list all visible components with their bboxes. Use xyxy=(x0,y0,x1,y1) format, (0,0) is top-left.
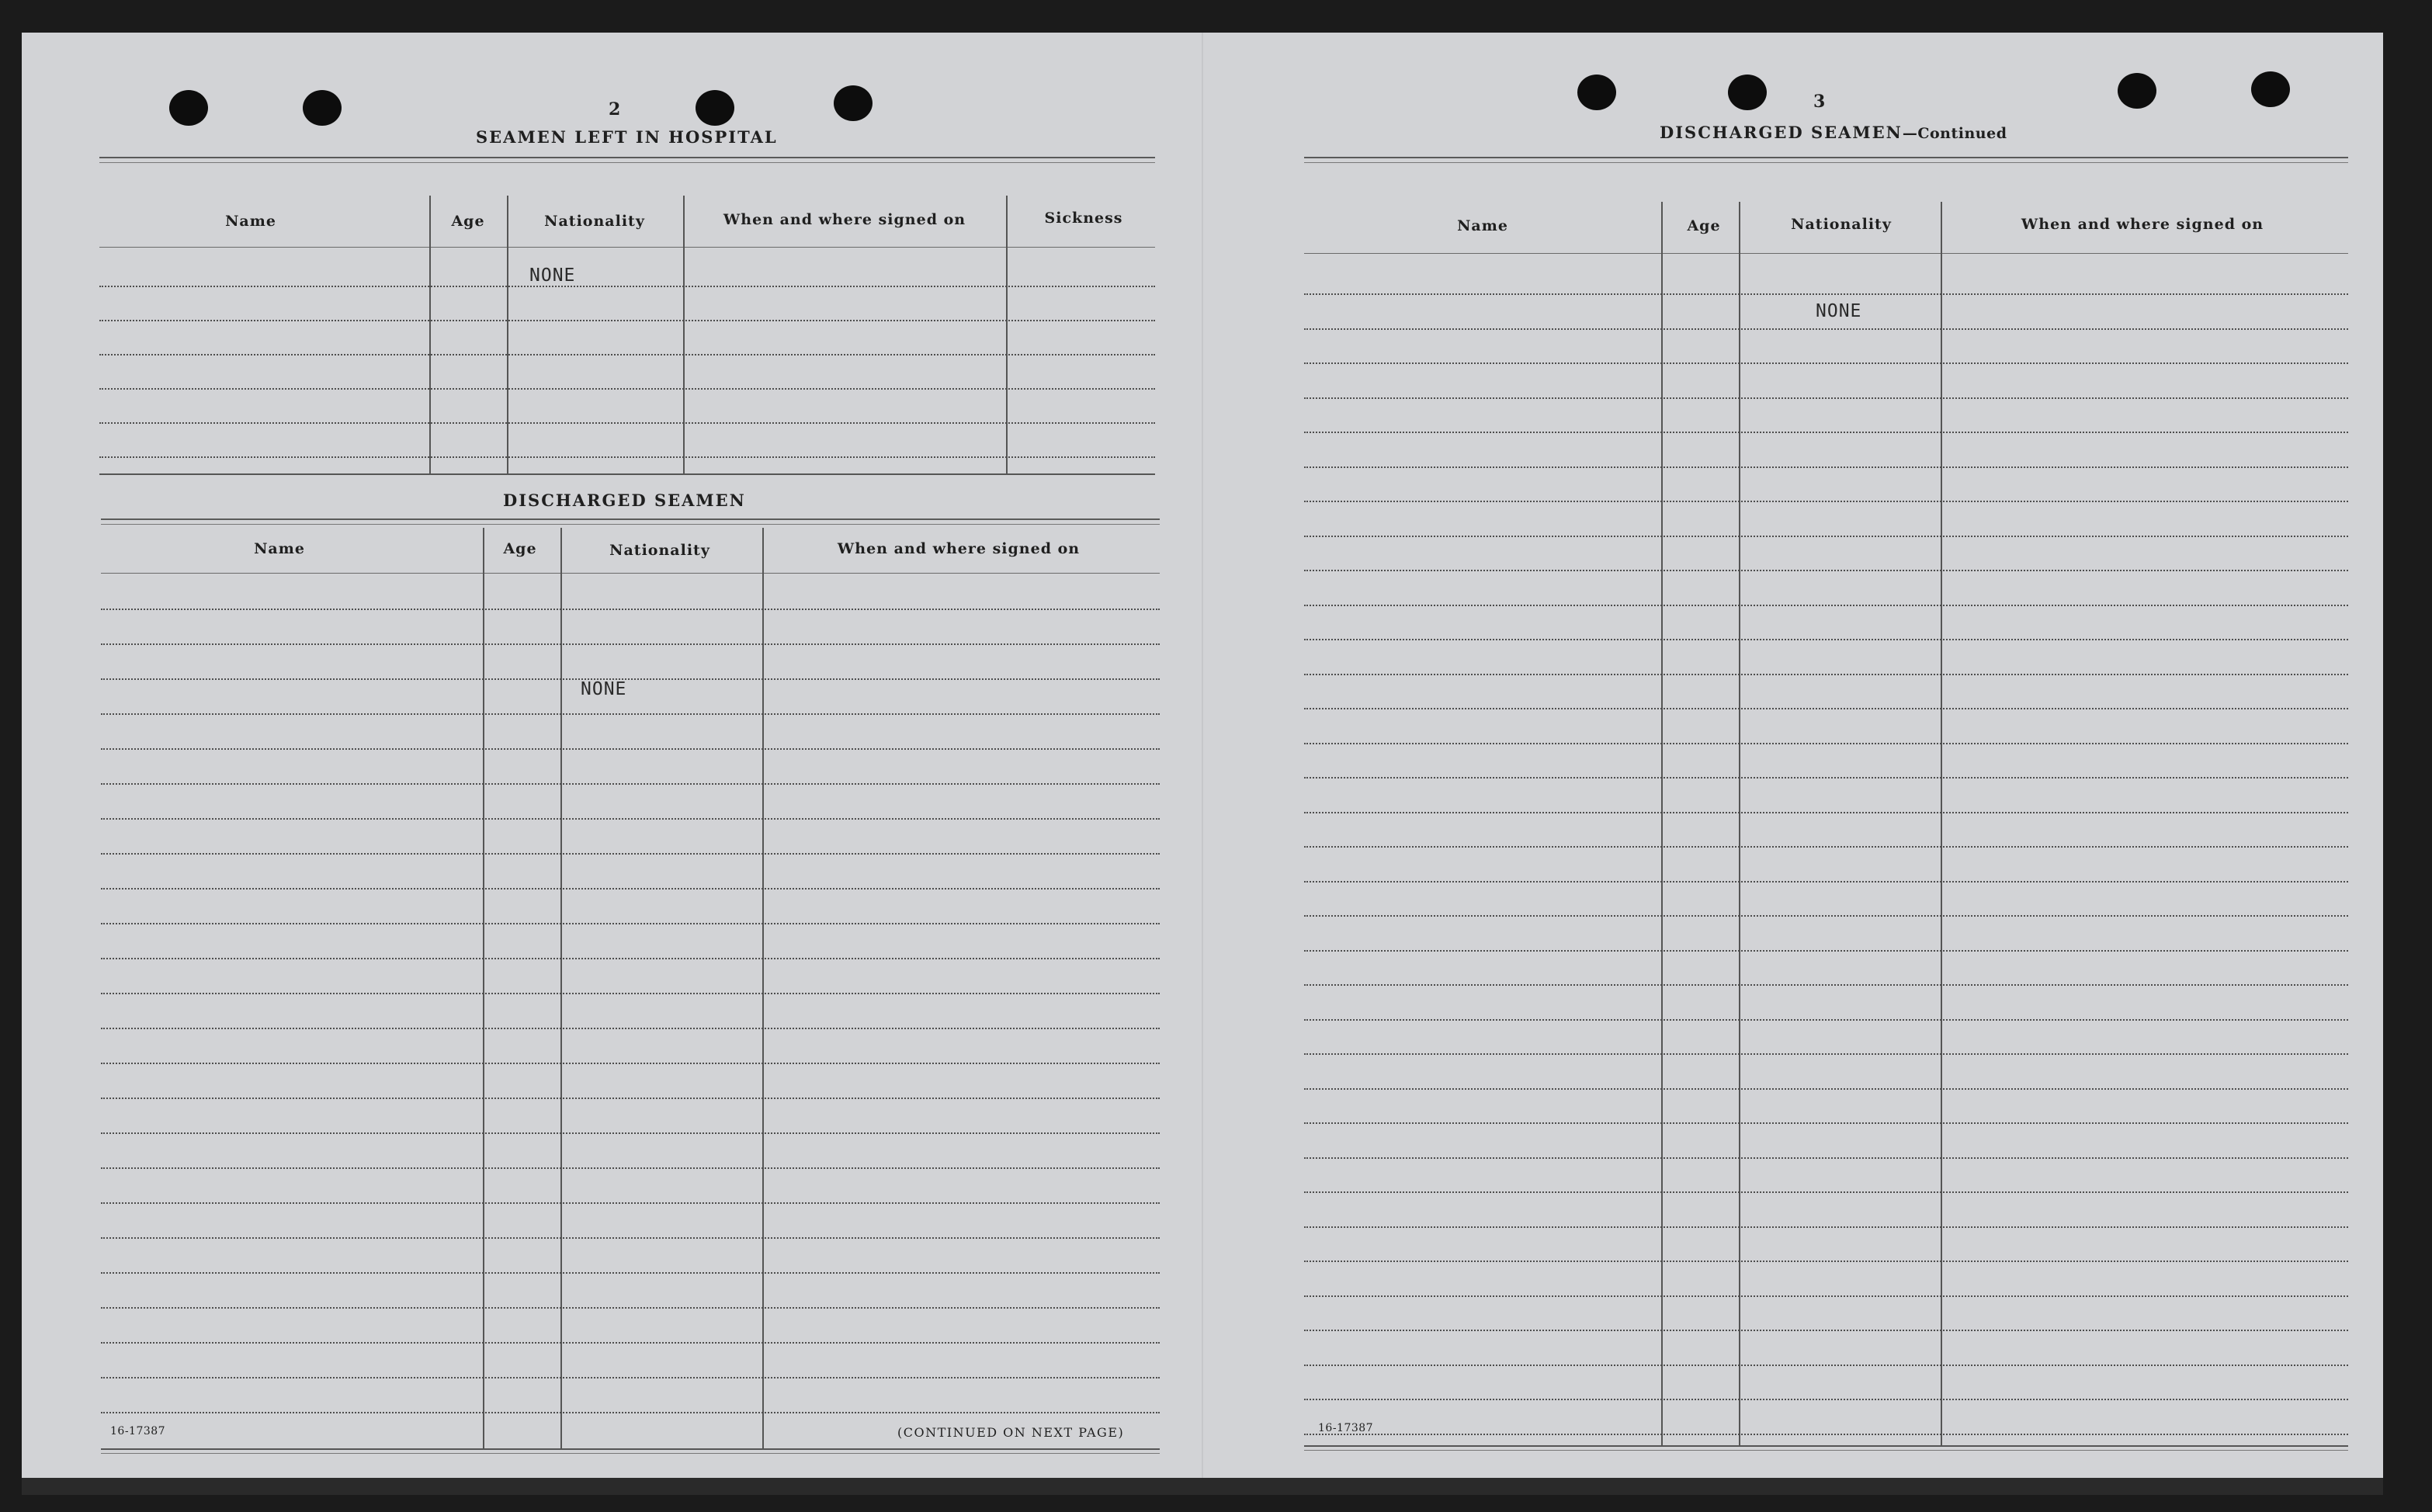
bottom-rule xyxy=(1304,1445,2348,1447)
column-header-name: Name xyxy=(254,540,305,557)
row-line xyxy=(101,1167,1160,1169)
row-line xyxy=(101,1098,1160,1099)
row-line xyxy=(99,286,1155,287)
row-line xyxy=(101,609,1160,610)
row-line xyxy=(101,1132,1160,1134)
row-line xyxy=(101,853,1160,855)
row-line xyxy=(101,678,1160,680)
form-number: 16-17387 xyxy=(110,1425,166,1437)
row-line xyxy=(101,1063,1160,1064)
punch-hole xyxy=(2251,71,2290,107)
row-line xyxy=(101,1377,1160,1378)
title-main: DISCHARGED SEAMEN xyxy=(1660,123,1903,142)
discharged-table xyxy=(101,518,1160,1458)
column-header-sickness: Sickness xyxy=(1044,210,1123,227)
row-line xyxy=(101,818,1160,820)
bottom-rule xyxy=(99,473,1155,475)
right-page xyxy=(1202,33,2383,1478)
column-divider xyxy=(483,528,484,1448)
row-line xyxy=(1304,1122,2348,1124)
row-line xyxy=(1304,881,2348,883)
column-header-signed-on: When and where signed on xyxy=(2021,216,2264,233)
column-divider xyxy=(762,528,764,1448)
row-line xyxy=(101,1202,1160,1204)
ledger-sheet xyxy=(22,33,2383,1478)
column-divider xyxy=(1006,196,1008,473)
row-line xyxy=(101,888,1160,890)
column-header-nationality: Nationality xyxy=(1791,216,1892,233)
punch-hole xyxy=(2118,73,2156,109)
row-line xyxy=(1304,1226,2348,1228)
row-line xyxy=(1304,328,2348,330)
row-line xyxy=(101,1237,1160,1239)
column-header-name: Name xyxy=(1457,217,1508,234)
row-line xyxy=(99,456,1155,458)
row-line xyxy=(1304,639,2348,640)
row-line xyxy=(1304,1434,2348,1435)
column-divider xyxy=(1661,202,1663,1445)
punch-hole xyxy=(834,85,873,121)
punch-hole xyxy=(169,90,208,126)
continued-note: (CONTINUED ON NEXT PAGE) xyxy=(897,1425,1125,1440)
hospital-section-title: SEAMEN LEFT IN HOSPITAL xyxy=(476,127,778,147)
row-line xyxy=(1304,950,2348,952)
row-line xyxy=(1304,743,2348,744)
row-line xyxy=(1304,812,2348,813)
scan-border xyxy=(22,1478,2383,1495)
row-line xyxy=(1304,846,2348,848)
row-line xyxy=(101,993,1160,994)
row-line xyxy=(101,713,1160,715)
row-line xyxy=(101,1342,1160,1344)
hospital-entry: NONE xyxy=(529,265,576,286)
discharged-continued-entry: NONE xyxy=(1816,301,1862,321)
column-header-signed-on: When and where signed on xyxy=(723,211,966,228)
row-line xyxy=(99,388,1155,390)
row-line xyxy=(101,783,1160,785)
column-header-name: Name xyxy=(225,213,276,230)
row-line xyxy=(1304,1088,2348,1090)
row-line xyxy=(1304,1365,2348,1366)
punch-hole xyxy=(303,90,342,126)
row-line xyxy=(1304,1191,2348,1193)
column-divider xyxy=(560,528,562,1448)
hospital-table xyxy=(99,157,1155,483)
row-line xyxy=(101,1272,1160,1274)
row-line xyxy=(1304,777,2348,779)
row-line xyxy=(101,923,1160,924)
row-line xyxy=(1304,708,2348,709)
row-line xyxy=(1304,466,2348,468)
row-line xyxy=(1304,1019,2348,1021)
bottom-rule xyxy=(1304,1450,2348,1451)
row-line xyxy=(1304,501,2348,502)
discharged-continued-table xyxy=(1304,157,2348,1445)
header-rule xyxy=(99,247,1155,248)
column-header-age: Age xyxy=(451,213,485,230)
bottom-rule xyxy=(101,1448,1160,1450)
title-continued: —Continued xyxy=(1902,125,2007,142)
row-line xyxy=(1304,1053,2348,1055)
row-line xyxy=(1304,674,2348,675)
row-line xyxy=(101,643,1160,645)
column-header-age: Age xyxy=(1687,217,1721,234)
row-line xyxy=(1304,397,2348,399)
row-line xyxy=(1304,915,2348,917)
row-line xyxy=(1304,536,2348,537)
row-line xyxy=(1304,570,2348,571)
header-rule xyxy=(101,573,1160,574)
bottom-rule xyxy=(101,1453,1160,1454)
row-line xyxy=(101,1307,1160,1309)
column-header-age: Age xyxy=(503,540,537,557)
row-line xyxy=(101,1028,1160,1029)
row-line xyxy=(1304,1157,2348,1159)
column-header-nationality: Nationality xyxy=(609,542,710,559)
discharged-section-title: DISCHARGED SEAMEN xyxy=(503,491,746,510)
header-rule xyxy=(1304,253,2348,254)
row-line xyxy=(99,422,1155,424)
form-number: 16-17387 xyxy=(1318,1422,1374,1434)
row-line xyxy=(101,958,1160,959)
punch-hole xyxy=(696,90,734,126)
row-line xyxy=(99,354,1155,355)
row-line xyxy=(1304,362,2348,364)
column-divider xyxy=(683,196,685,473)
discharged-continued-title xyxy=(1660,123,2007,142)
row-line xyxy=(1304,984,2348,986)
column-divider xyxy=(507,196,508,473)
row-line xyxy=(101,748,1160,750)
row-line xyxy=(1304,1330,2348,1331)
page-number: 2 xyxy=(609,99,622,120)
column-header-signed-on: When and where signed on xyxy=(837,540,1081,557)
row-line xyxy=(1304,293,2348,295)
row-line xyxy=(1304,1399,2348,1400)
column-divider xyxy=(1739,202,1740,1445)
punch-hole xyxy=(1728,75,1767,110)
punch-hole xyxy=(1577,75,1616,110)
page-number: 3 xyxy=(1813,92,1827,112)
row-line xyxy=(99,320,1155,321)
row-line xyxy=(1304,1261,2348,1262)
column-divider xyxy=(1941,202,1942,1445)
column-header-nationality: Nationality xyxy=(544,213,645,230)
column-divider xyxy=(429,196,431,473)
left-page xyxy=(22,33,1202,1478)
row-line xyxy=(1304,432,2348,433)
row-line xyxy=(1304,1295,2348,1297)
row-line xyxy=(1304,605,2348,606)
row-line xyxy=(101,1412,1160,1413)
discharged-entry: NONE xyxy=(581,679,627,699)
